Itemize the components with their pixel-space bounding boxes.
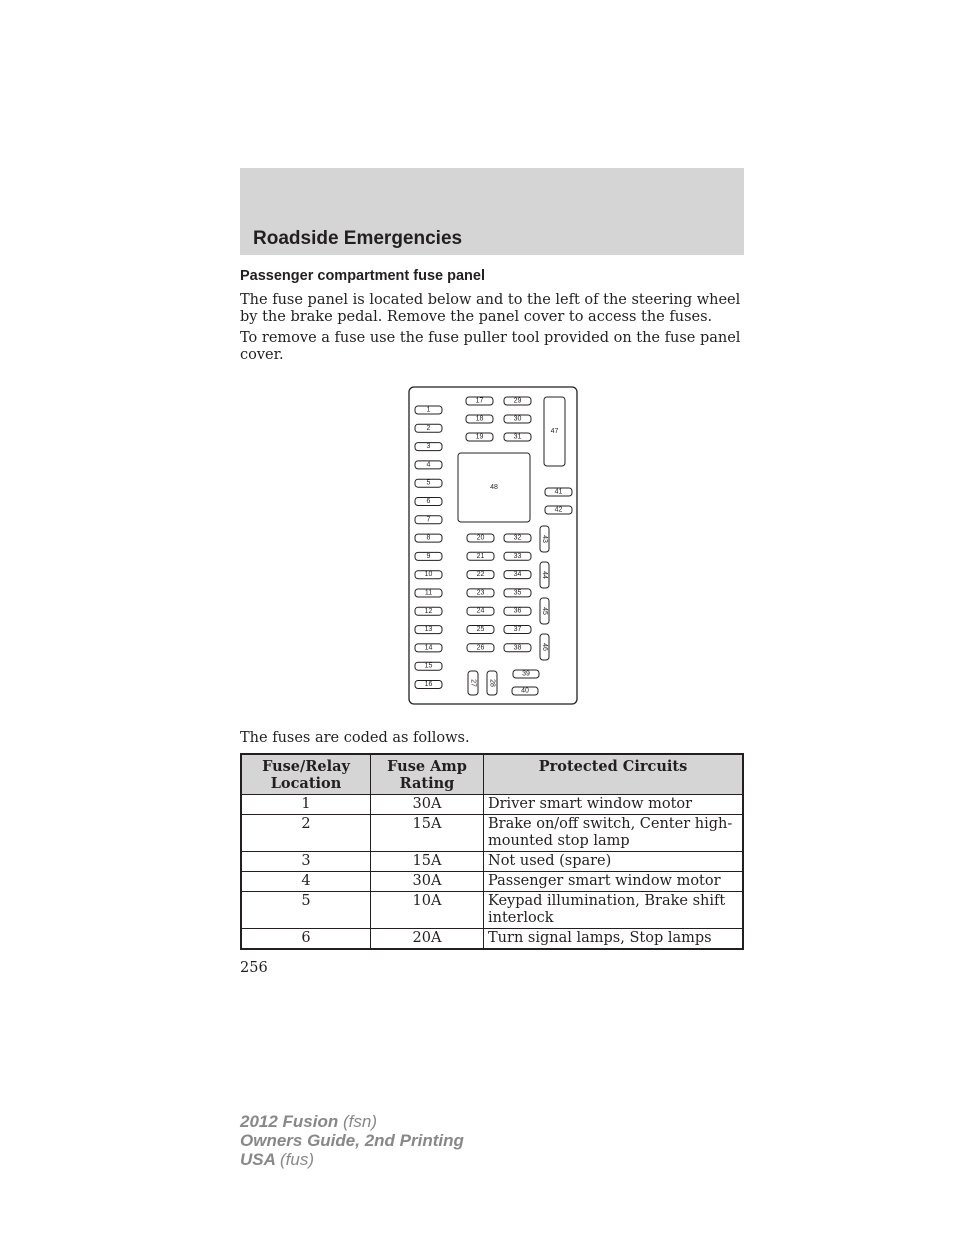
- fuse-32: [504, 534, 531, 542]
- protected-circuit: Not used (spare): [484, 852, 744, 872]
- fuse-rating: 15A: [371, 852, 484, 872]
- svg-text:26: 26: [476, 644, 485, 652]
- fuse-7: [415, 516, 442, 524]
- svg-text:32: 32: [513, 534, 522, 542]
- fuse-38: [504, 644, 531, 652]
- svg-text:42: 42: [554, 506, 563, 514]
- fuse-46: [540, 634, 549, 660]
- table-row: [241, 872, 743, 892]
- paragraph-removal: To remove a fuse use the fuse puller tool provided on the fuse panel cover.: [240, 330, 741, 363]
- fuse-rating: 30A: [371, 795, 484, 815]
- fuse-location: 2: [241, 815, 371, 852]
- svg-text:27: 27: [469, 679, 477, 687]
- fuse-2: [415, 424, 442, 432]
- fuse-15: [415, 662, 442, 670]
- svg-text:19: 19: [475, 433, 484, 441]
- fuse-26: [467, 644, 494, 652]
- svg-text:28: 28: [488, 679, 496, 687]
- fuse-34: [504, 571, 531, 579]
- fuse-33: [504, 552, 531, 560]
- svg-text:14: 14: [424, 644, 433, 652]
- fuse-43: [540, 526, 549, 552]
- svg-text:43: 43: [541, 535, 548, 543]
- fuse-12: [415, 607, 442, 615]
- footer-model-code: (fsn): [343, 1112, 377, 1131]
- svg-text:8: 8: [426, 534, 431, 542]
- protected-circuit: Driver smart window motor: [484, 795, 744, 815]
- svg-text:5: 5: [426, 479, 431, 487]
- protected-circuit: Brake on/off switch, Center high-mounted stop lamp: [484, 815, 744, 852]
- svg-text:45: 45: [541, 607, 548, 615]
- fuse-rating: 15A: [371, 815, 484, 852]
- fuse-14: [415, 644, 442, 652]
- svg-text:37: 37: [513, 626, 522, 633]
- fuse-30: [504, 415, 531, 423]
- fuse-1: [415, 406, 442, 414]
- footer-market: USA: [240, 1150, 276, 1169]
- svg-text:40: 40: [521, 687, 529, 695]
- fuse-4: [415, 461, 442, 469]
- page-number: 256: [240, 960, 268, 976]
- header-location: Fuse/Relay Location: [241, 754, 371, 795]
- svg-text:38: 38: [513, 644, 522, 652]
- fuse-rating: 10A: [371, 892, 484, 929]
- fuse-42: [545, 506, 572, 514]
- fuse-panel-diagram: [408, 386, 578, 706]
- fuse-rating: 30A: [371, 872, 484, 892]
- table-row: [241, 892, 743, 929]
- footer-edition: Owners Guide, 2nd Printing: [240, 1131, 464, 1150]
- protected-circuit: Passenger smart window motor: [484, 872, 744, 892]
- document-footer: [240, 1112, 464, 1169]
- fuse-27: [468, 671, 478, 695]
- protected-circuit: Turn signal lamps, Stop lamps: [484, 929, 744, 950]
- svg-text:47: 47: [550, 428, 559, 435]
- fuse-36: [504, 607, 531, 615]
- svg-text:12: 12: [424, 607, 433, 615]
- svg-text:1: 1: [426, 406, 431, 414]
- fuse-location: 5: [241, 892, 371, 929]
- svg-text:31: 31: [513, 433, 522, 441]
- svg-text:21: 21: [476, 552, 485, 560]
- svg-text:7: 7: [426, 516, 431, 524]
- footer-market-code: (fus): [280, 1150, 314, 1169]
- fuse-location: 1: [241, 795, 371, 815]
- fuse-41: [545, 488, 572, 496]
- fuse-47: [544, 397, 565, 466]
- svg-text:29: 29: [513, 397, 522, 405]
- fuse-31: [504, 433, 531, 441]
- svg-text:34: 34: [513, 571, 522, 579]
- svg-text:3: 3: [426, 443, 431, 451]
- fuse-23: [467, 589, 494, 597]
- svg-text:16: 16: [424, 681, 433, 688]
- fuse-17: [466, 397, 493, 405]
- svg-text:18: 18: [475, 415, 484, 423]
- svg-text:13: 13: [424, 626, 433, 634]
- fuse-24: [467, 607, 494, 615]
- fuse-45: [540, 598, 549, 624]
- svg-text:36: 36: [513, 607, 522, 615]
- fuse-table: [240, 753, 744, 950]
- fuse-48: [458, 453, 530, 522]
- fuse-39: [513, 670, 539, 678]
- svg-text:48: 48: [490, 484, 498, 491]
- fuse-location: 3: [241, 852, 371, 872]
- svg-text:44: 44: [541, 571, 548, 579]
- svg-text:46: 46: [541, 643, 548, 651]
- fuse-5: [415, 479, 442, 487]
- fuse-location: 6: [241, 929, 371, 950]
- fuse-20: [467, 534, 494, 542]
- header-circuits: Protected Circuits: [484, 754, 744, 795]
- table-row: [241, 852, 743, 872]
- fuse-location: 4: [241, 872, 371, 892]
- fuse-29: [504, 397, 531, 405]
- fuse-40: [512, 687, 538, 695]
- fuse-11: [415, 589, 442, 597]
- svg-text:35: 35: [513, 589, 522, 597]
- svg-text:30: 30: [513, 415, 522, 423]
- subheading: Passenger compartment fuse panel: [240, 268, 485, 284]
- svg-text:15: 15: [424, 662, 433, 670]
- fuse-9: [415, 552, 442, 560]
- header-rating: Fuse Amp Rating: [371, 754, 484, 795]
- fuse-8: [415, 534, 442, 542]
- table-row: [241, 795, 743, 815]
- svg-text:10: 10: [424, 571, 433, 579]
- paragraph-location: The fuse panel is located below and to the left of the steering wheel by the brake pedal. Remove the panel cover to access the fuses.: [240, 292, 741, 325]
- svg-text:22: 22: [476, 571, 485, 579]
- svg-text:9: 9: [426, 552, 431, 560]
- fuse-3: [415, 443, 442, 451]
- fuse-6: [415, 498, 442, 506]
- footer-model: 2012 Fusion: [240, 1112, 339, 1131]
- fuse-21: [467, 552, 494, 560]
- fuse-22: [467, 571, 494, 579]
- paragraph-coding: The fuses are coded as follows.: [240, 730, 470, 746]
- fuse-44: [540, 562, 549, 588]
- svg-text:17: 17: [475, 397, 484, 405]
- svg-text:6: 6: [426, 498, 431, 505]
- fuse-10: [415, 571, 442, 579]
- protected-circuit: Keypad illumination, Brake shift interlock: [484, 892, 744, 929]
- svg-text:25: 25: [476, 626, 485, 633]
- fuse-13: [415, 626, 442, 634]
- svg-text:2: 2: [426, 424, 431, 432]
- svg-text:20: 20: [476, 534, 485, 542]
- fuse-25: [467, 626, 494, 634]
- fuse-19: [466, 433, 493, 441]
- svg-text:39: 39: [522, 670, 530, 678]
- svg-text:24: 24: [476, 607, 485, 615]
- fuse-rating: 20A: [371, 929, 484, 950]
- fuse-37: [504, 626, 531, 634]
- fuse-16: [415, 681, 442, 689]
- fuse-28: [487, 671, 497, 695]
- section-title: Roadside Emergencies: [253, 228, 463, 249]
- svg-text:33: 33: [513, 552, 522, 560]
- svg-text:41: 41: [554, 488, 563, 496]
- svg-text:4: 4: [426, 461, 431, 469]
- table-row: [241, 929, 743, 950]
- fuse-18: [466, 415, 493, 423]
- table-row: [241, 815, 743, 852]
- svg-text:23: 23: [476, 589, 485, 597]
- svg-text:11: 11: [424, 589, 433, 597]
- fuse-35: [504, 589, 531, 597]
